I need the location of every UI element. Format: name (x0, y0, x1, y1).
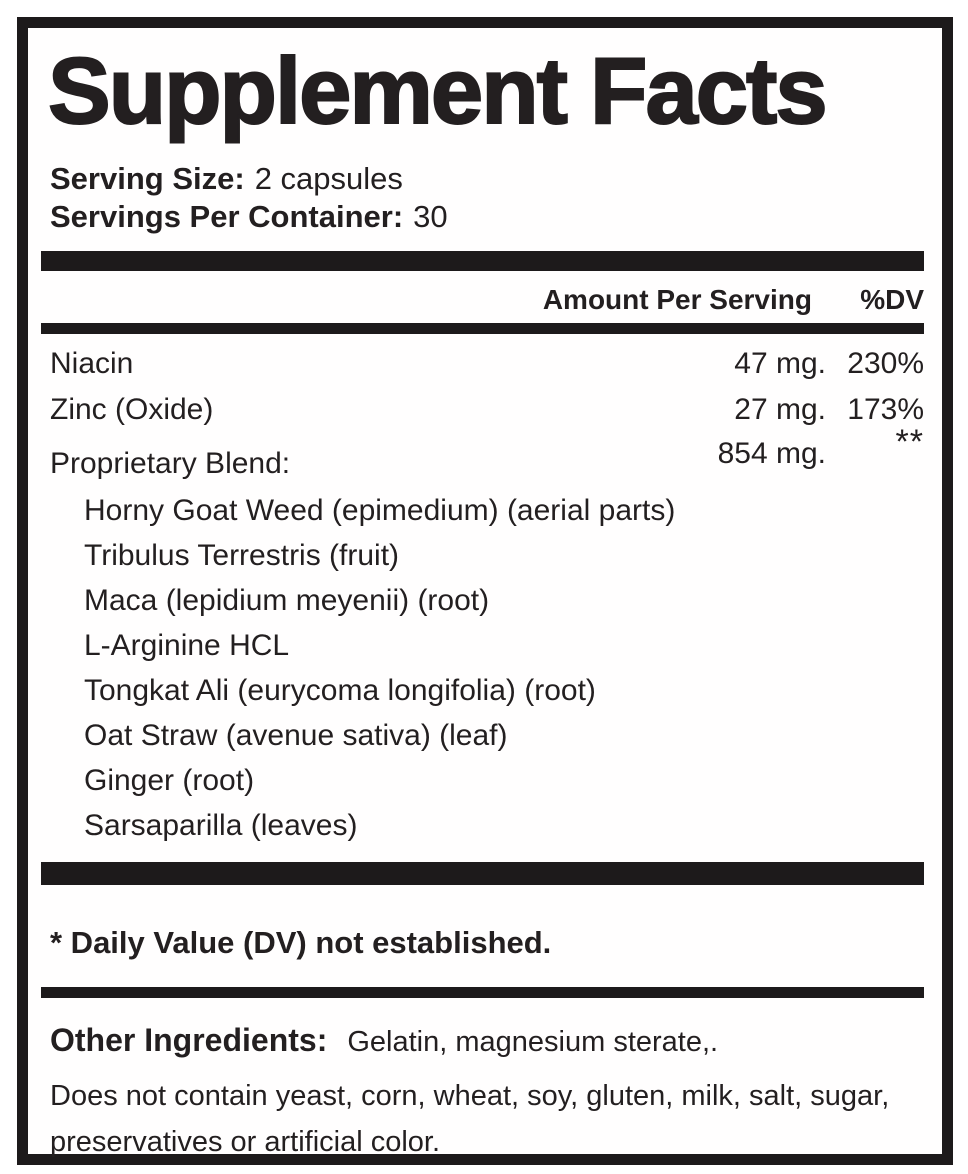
divider-thick-middle (41, 862, 924, 885)
table-row-niacin (46, 341, 924, 387)
divider-thin-bottom (41, 987, 924, 998)
table-row-zinc (46, 387, 924, 433)
nutrient-dv: 230% (847, 347, 924, 380)
allergen-disclaimer (50, 1073, 924, 1165)
daily-value-footnote: * Daily Value (DV) not established. (50, 925, 552, 960)
divider-thin-under-header (41, 323, 924, 334)
serving-info (50, 160, 924, 236)
disclaimer-line: Does not contain yeast, corn, wheat, soy, gluten, milk, salt, sugar, (50, 1080, 890, 1112)
nutrient-rows (46, 341, 924, 848)
list-item: Ginger (root) (84, 764, 255, 797)
divider-thick-top (41, 251, 924, 271)
table-header-row (46, 284, 924, 316)
nutrient-name: Zinc (Oxide) (50, 393, 214, 426)
panel-content (28, 28, 942, 1158)
nutrient-dv-asterisks: ** (895, 423, 924, 461)
nutrient-amount: 47 mg. (734, 347, 826, 380)
other-ingredients-label: Other Ingredients: (50, 1022, 328, 1058)
serving-size-label: Serving Size: (50, 161, 245, 196)
blend-ingredient-list (46, 488, 924, 848)
panel-title: Supplement Facts (48, 38, 826, 143)
serving-size-value: 2 capsules (254, 161, 403, 196)
nutrient-dv: 173% (847, 393, 924, 426)
servings-per-container-label: Servings Per Container: (50, 199, 404, 234)
amount-per-serving-header: Amount Per Serving (542, 284, 812, 315)
nutrient-name: Niacin (50, 347, 134, 380)
servings-per-container-line (50, 198, 924, 236)
list-item: Tribulus Terrestris (fruit) (84, 539, 400, 572)
supplement-facts-panel (17, 17, 953, 1165)
table-row-proprietary-blend (46, 423, 924, 481)
serving-size-line (50, 160, 924, 198)
list-item: Maca (lepidium meyenii) (root) (84, 584, 490, 617)
dv-header: %DV (860, 284, 924, 315)
disclaimer-line: preservatives or artificial color. (50, 1126, 441, 1158)
other-ingredients-line (50, 1022, 924, 1059)
list-item: Tongkat Ali (eurycoma longifolia) (root) (84, 674, 596, 707)
nutrient-amount: 854 mg. (717, 437, 826, 470)
list-item: Oat Straw (avenue sativa) (leaf) (84, 719, 508, 752)
list-item: Sarsaparilla (leaves) (84, 809, 358, 842)
servings-per-container-value: 30 (413, 199, 448, 234)
nutrient-name: Proprietary Blend: (50, 447, 291, 480)
nutrient-amount: 27 mg. (734, 393, 826, 426)
other-ingredients-value: Gelatin, magnesium sterate,. (347, 1026, 719, 1058)
list-item: Horny Goat Weed (epimedium) (aerial parts) (84, 494, 676, 527)
list-item: L-Arginine HCL (84, 629, 290, 662)
